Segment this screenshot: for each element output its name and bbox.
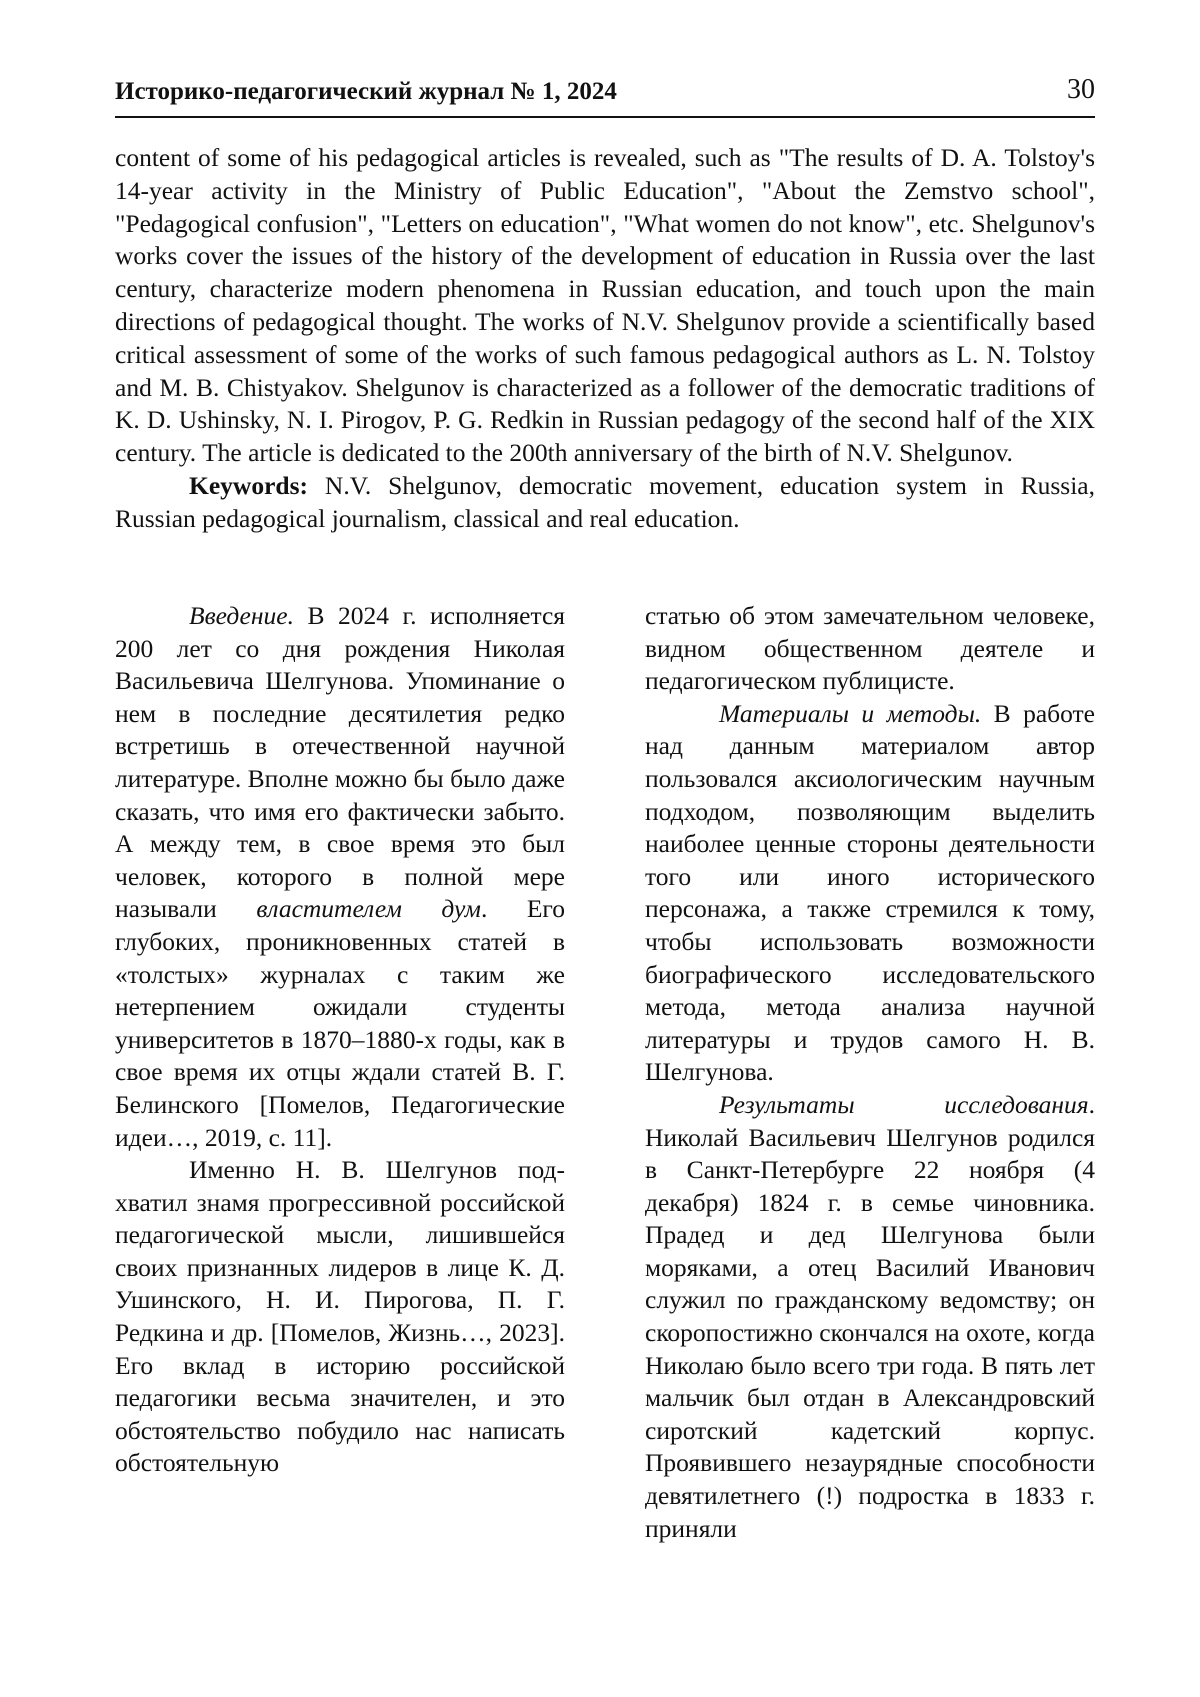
methods-paragraph <box>645 698 1095 1089</box>
journal-title: Историко-педагогический журнал № 1, 2024 <box>115 78 617 105</box>
keywords-paragraph <box>115 470 1095 536</box>
running-header <box>115 74 1095 118</box>
shelgunov-contribution-paragraph: Именно Н. В. Шелгунов подхватил знамя прогрессивной российской педагогической мысли, лишившейся своих признанных лидеров в лице К. Д. Ушинского, Н. И. Пирогова, П. Г. Редкина и др. [Помелов, Жизнь…, 2023]. Его вклад в историю российской педагогики весьма значителен, и это обстоятельство побудило нас написать обстоятельную <box>115 1155 565 1478</box>
keywords-text: N.V. Shelgunov, democratic movement, education system in Russia, Russian pedagogical journalism, classical and real education. <box>115 470 1095 533</box>
continuation-paragraph: статью об этом замечательном человеке, видном общественном деятеле и педагогическом публицисте. <box>645 601 1095 696</box>
results-text: . Николай Васильевич Шелгунов родился в Санкт-Петербурге 22 ноября (4 декабря) 1824 г. в семье чиновника. Прадед и дед Шелгунова были моряками, а отец Василий Иванович служил по гражданскому ведомству; он скоропостижно скончался на охоте, когда Николаю было всего три года. В пять лет мальчик был отдан в Александровский сиротский кадетский корпус. Проявившего незаурядные способности девятилетнего (!) подростка в 1833 г. приняли <box>645 1089 1095 1543</box>
results-heading: Результаты исследования <box>719 1089 1089 1119</box>
left-column <box>115 600 565 1480</box>
page-number: 30 <box>1067 74 1095 105</box>
introduction-heading: Введение. <box>189 601 294 630</box>
keywords-label: Keywords: <box>189 470 308 500</box>
abstract-text: content of some of his pedagogical articles is revealed, such as "The results of D. A. Tolstoy's 14-year activity in the Ministry of Public Education", "About the Zemstvo school", "Pedagogical confusion", "Letters on education", "What women do not know", etc. Shelgunov's works cover the issues of the history of the development of education in Russia over the last century, characterize modern phenomena in Russian education, and touch upon the main directions of pedagogical thought. The works of N.V. Shelgunov provide a scientifically based critical assessment of some of the works of such famous pedagogical authors as L. N. Tolstoy and M. B. Chistyakov. Shelgunov is characterized as a follower of the democratic traditions of K. D. Ushinsky, N. I. Pirogov, P. G. Redkin in Russian pedagogy of the second half of the XIX century. The article is dedicated to the 200th anniversary of the birth of N.V. Shelgunov. <box>115 143 1095 468</box>
results-paragraph <box>645 1089 1095 1545</box>
introduction-emphasis: властителем дум <box>256 894 481 924</box>
methods-text: В работе над данным материалом автор пользовался аксиологическим научным подходом, позволяющим выделить наиболее ценные стороны деятельности того или иного исторического персонажа, а также стремился к тому, чтобы использовать возможности биографического исследовательского метода, метода анализа научной литературы и трудов самого Н. В. Шелгунова. <box>645 698 1095 1087</box>
methods-heading: Материалы и методы. <box>719 698 982 728</box>
introduction-text-part-1: В 2024 г. исполняется 200 лет со дня рождения Николая Васильевича Шелгунова. Упоминание о нем в последние десятилетия редко встретишь в отечественной научной литературе. Вполне можно бы было даже сказать, что имя его фактически забыто. А между тем, в свое время это был человек, которого в полной мере называли <box>115 601 565 924</box>
right-column <box>645 600 1095 1545</box>
introduction-text-part-2: . Его глубоких, проникновенных статей в «толстых» журналах с таким же нетерпением ожидали студенты университетов в 1870–1880-х годы, как в свое время их отцы ждали статей В. Г. Белинского [Помелов, Педагогические идеи…, 2019, с. 11]. <box>115 894 565 1152</box>
introduction-paragraph <box>115 600 565 1154</box>
english-abstract <box>115 142 1095 536</box>
